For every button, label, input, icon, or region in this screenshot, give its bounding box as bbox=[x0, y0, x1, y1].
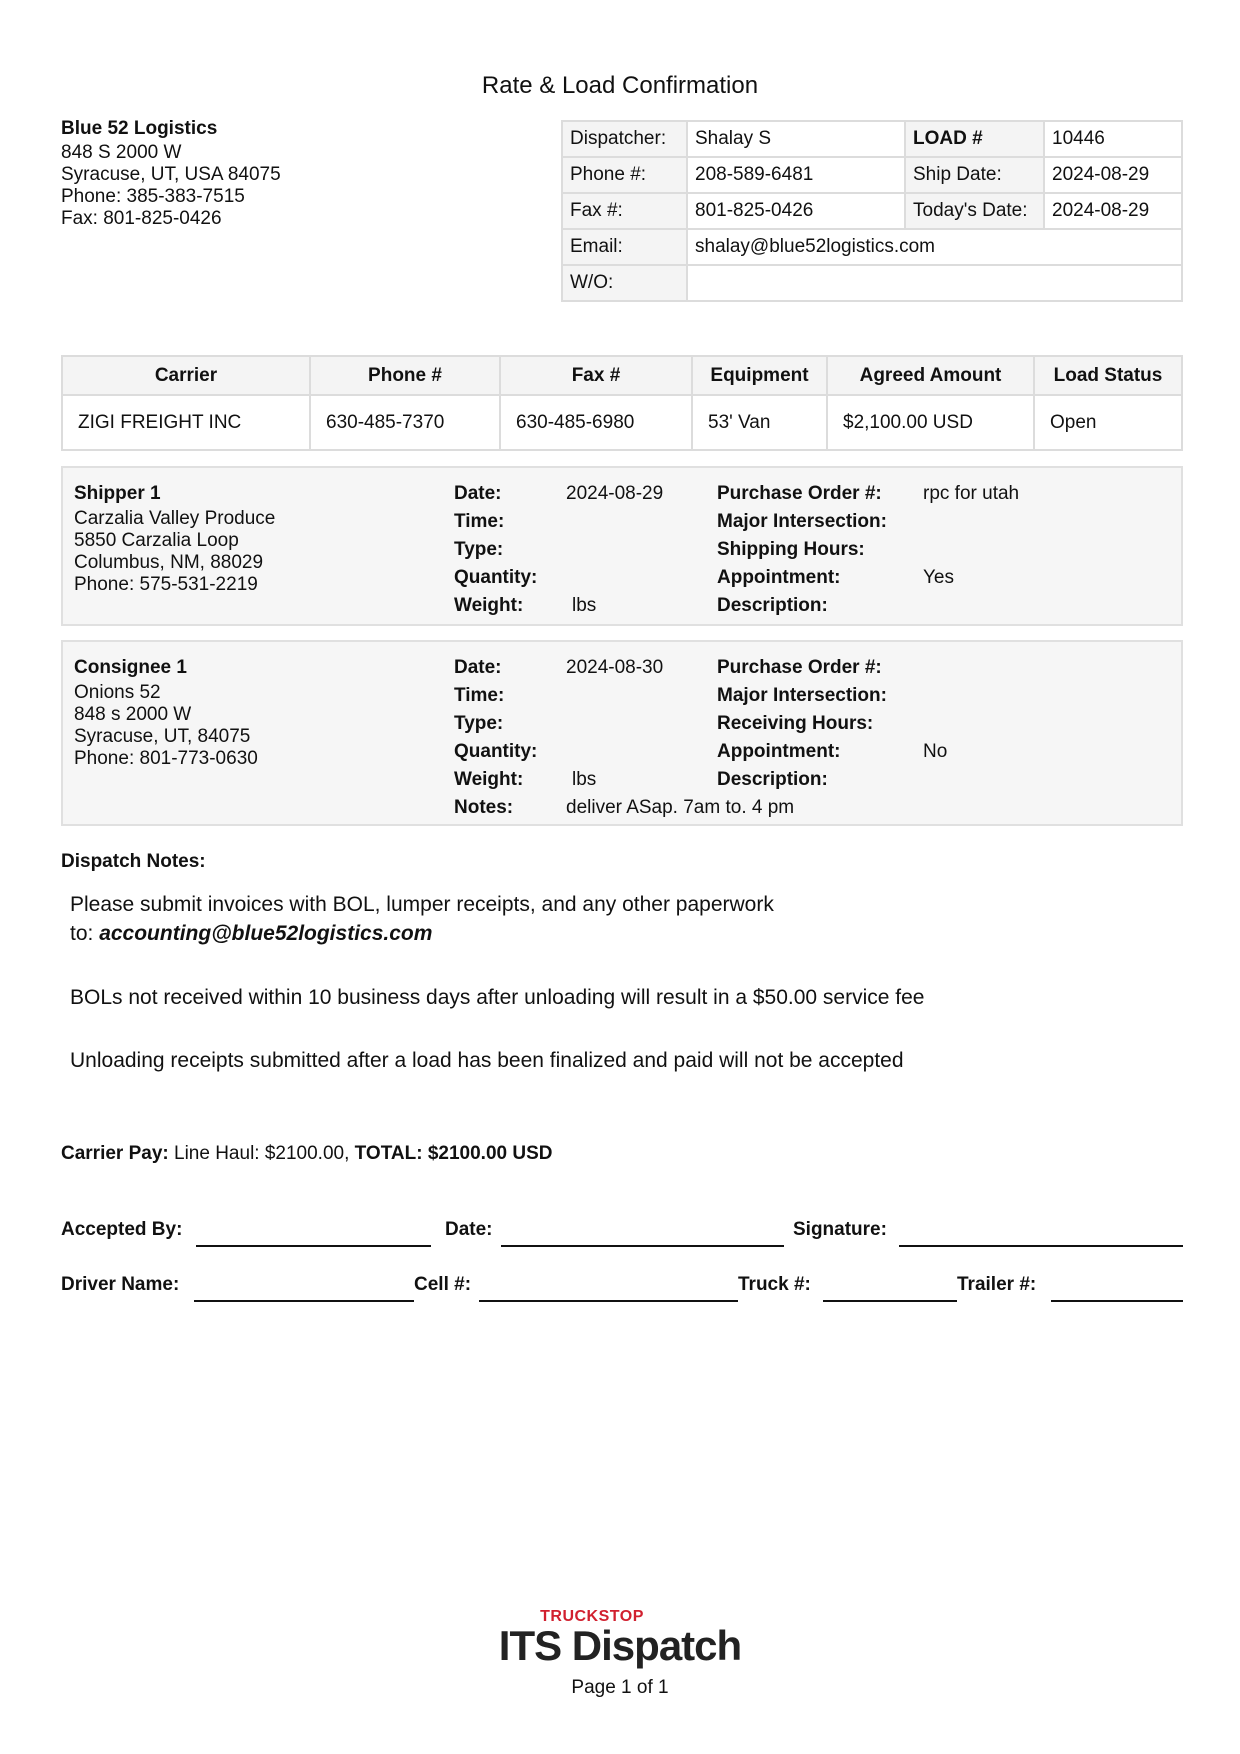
page-number: Page 1 of 1 bbox=[571, 1677, 669, 1698]
phone-value: 208-589-6481 bbox=[687, 157, 905, 193]
its-dispatch-logo bbox=[0, 1608, 1240, 1669]
carrier-fax-header: Fax # bbox=[500, 356, 692, 395]
shipper-quantity-label: Quantity: bbox=[454, 567, 538, 588]
email-value: shalay@blue52logistics.com bbox=[687, 229, 1182, 265]
carrier-table-header bbox=[62, 356, 1182, 395]
shipper-description-label: Description: bbox=[717, 595, 828, 616]
consignee-quantity-label: Quantity: bbox=[454, 741, 538, 762]
company-fax: Fax: 801-825-0426 bbox=[61, 208, 222, 229]
carrier-pay-label: Carrier Pay: bbox=[61, 1143, 169, 1164]
truckstop-wordmark: TRUCKSTOP bbox=[540, 1608, 644, 1625]
equipment-cell: 53' Van bbox=[692, 395, 827, 450]
dispatch-note-line3: BOLs not received within 10 business days after unloading will result in a $50.00 service fee bbox=[70, 986, 925, 1009]
work-order-label: W/O: bbox=[562, 265, 687, 301]
dispatch-notes-title: Dispatch Notes: bbox=[61, 851, 206, 872]
shipper-panel bbox=[61, 466, 1183, 626]
cell-label: Cell #: bbox=[414, 1274, 472, 1295]
carrier-name-cell: ZIGI FREIGHT INC bbox=[62, 395, 310, 450]
dispatch-note-to: to: bbox=[70, 922, 100, 945]
shipper-values-left bbox=[566, 480, 663, 620]
document-title: Rate & Load Confirmation bbox=[481, 72, 759, 99]
consignee-date-label: Date: bbox=[454, 657, 502, 678]
dispatcher-label: Dispatcher: bbox=[562, 121, 687, 157]
truck-line bbox=[823, 1300, 957, 1302]
consignee-values-right bbox=[923, 654, 947, 766]
table-row bbox=[62, 395, 1182, 450]
email-label: Email: bbox=[562, 229, 687, 265]
shipper-address-line1: 5850 Carzalia Loop bbox=[74, 530, 239, 551]
shipper-intersection-label: Major Intersection: bbox=[717, 511, 887, 532]
phone-label: Phone #: bbox=[562, 157, 687, 193]
consignee-title: Consignee 1 bbox=[74, 657, 187, 678]
consignee-time-label: Time: bbox=[454, 685, 505, 706]
shipper-address-block bbox=[74, 480, 275, 596]
shipper-labels-left bbox=[454, 480, 537, 620]
agreed-amount-header: Agreed Amount bbox=[827, 356, 1034, 395]
dispatcher-value: Shalay S bbox=[687, 121, 905, 157]
load-number-label: LOAD # bbox=[905, 121, 1044, 157]
accept-date-line bbox=[501, 1245, 784, 1247]
dispatch-note-line1: Please submit invoices with BOL, lumper receipts, and any other paperwork bbox=[70, 893, 774, 916]
shipper-appointment-label: Appointment: bbox=[717, 567, 841, 588]
consignee-address-line2: Syracuse, UT, 84075 bbox=[74, 726, 251, 747]
load-status-cell: Open bbox=[1034, 395, 1182, 450]
carrier-phone-cell: 630-485-7370 bbox=[310, 395, 500, 450]
company-phone: Phone: 385-383-7515 bbox=[61, 186, 245, 207]
acceptance-row bbox=[61, 1219, 1183, 1249]
consignee-weight-value: lbs bbox=[572, 769, 597, 790]
shipper-name: Carzalia Valley Produce bbox=[74, 508, 276, 529]
trailer-label: Trailer #: bbox=[957, 1274, 1037, 1295]
signature-label: Signature: bbox=[793, 1219, 887, 1240]
shipper-labels-right bbox=[717, 480, 887, 620]
shipper-time-label: Time: bbox=[454, 511, 505, 532]
shipper-date-label: Date: bbox=[454, 483, 502, 504]
ship-date-label: Ship Date: bbox=[905, 157, 1044, 193]
consignee-panel bbox=[61, 640, 1183, 826]
accepted-by-label: Accepted By: bbox=[61, 1219, 183, 1240]
shipper-weight-label: Weight: bbox=[454, 595, 524, 616]
dispatch-info-table bbox=[561, 120, 1183, 302]
dispatch-note-line2 bbox=[70, 922, 432, 946]
fax-label: Fax #: bbox=[562, 193, 687, 229]
consignee-address-block bbox=[74, 654, 258, 770]
driver-row bbox=[61, 1274, 1183, 1304]
consignee-appointment-label: Appointment: bbox=[717, 741, 841, 762]
consignee-weight-label: Weight: bbox=[454, 769, 524, 790]
work-order-value bbox=[687, 265, 1182, 301]
shipper-title: Shipper 1 bbox=[74, 483, 161, 504]
load-status-header: Load Status bbox=[1034, 356, 1182, 395]
consignee-description-label: Description: bbox=[717, 769, 828, 790]
driver-name-label: Driver Name: bbox=[61, 1274, 180, 1295]
dispatch-note-line4: Unloading receipts submitted after a load has been finalized and paid will not be accepted bbox=[70, 1049, 904, 1072]
carrier-fax-cell: 630-485-6980 bbox=[500, 395, 692, 450]
agreed-amount-cell: $2,100.00 USD bbox=[827, 395, 1034, 450]
accepted-by-line bbox=[196, 1245, 431, 1247]
consignee-phone: Phone: 801-773-0630 bbox=[74, 748, 258, 769]
driver-name-line bbox=[194, 1300, 414, 1302]
consignee-notes-value: deliver ASap. 7am to. 4 pm bbox=[566, 797, 795, 818]
fax-value: 801-825-0426 bbox=[687, 193, 905, 229]
shipper-type-label: Type: bbox=[454, 539, 504, 560]
carrier-phone-header: Phone # bbox=[310, 356, 500, 395]
accounting-email: accounting@blue52logistics.com bbox=[99, 922, 433, 945]
consignee-address-line1: 848 s 2000 W bbox=[74, 704, 192, 725]
equipment-header: Equipment bbox=[692, 356, 827, 395]
trailer-line bbox=[1051, 1300, 1183, 1302]
carrier-pay bbox=[61, 1143, 552, 1165]
consignee-date-value: 2024-08-30 bbox=[566, 657, 664, 678]
truck-label: Truck #: bbox=[738, 1274, 811, 1295]
load-number-value: 10446 bbox=[1044, 121, 1182, 157]
shipper-po-label: Purchase Order #: bbox=[717, 483, 882, 504]
consignee-labels-right bbox=[717, 654, 887, 794]
consignee-labels-left bbox=[454, 654, 537, 822]
company-name: Blue 52 Logistics bbox=[61, 118, 218, 139]
shipper-date-value: 2024-08-29 bbox=[566, 483, 664, 504]
ship-date-value: 2024-08-29 bbox=[1044, 157, 1182, 193]
shipper-appointment-value: Yes bbox=[923, 567, 954, 588]
shipper-hours-label: Shipping Hours: bbox=[717, 539, 865, 560]
todays-date-value: 2024-08-29 bbox=[1044, 193, 1182, 229]
todays-date-label: Today's Date: bbox=[905, 193, 1044, 229]
carrier-table bbox=[61, 355, 1183, 451]
line-haul: Line Haul: $2100.00, bbox=[168, 1143, 355, 1164]
signature-line bbox=[899, 1245, 1183, 1247]
its-dispatch-wordmark: ITS Dispatch bbox=[498, 1622, 742, 1669]
shipper-phone: Phone: 575-531-2219 bbox=[74, 574, 258, 595]
company-address-line1: 848 S 2000 W bbox=[61, 142, 182, 163]
consignee-po-label: Purchase Order #: bbox=[717, 657, 882, 678]
consignee-appointment-value: No bbox=[923, 741, 948, 762]
consignee-type-label: Type: bbox=[454, 713, 504, 734]
cell-line bbox=[479, 1300, 738, 1302]
consignee-notes-label: Notes: bbox=[454, 797, 514, 818]
shipper-po-value: rpc for utah bbox=[923, 483, 1020, 504]
company-block bbox=[61, 118, 281, 230]
shipper-weight-value: lbs bbox=[572, 595, 597, 616]
consignee-intersection-label: Major Intersection: bbox=[717, 685, 887, 706]
carrier-header: Carrier bbox=[62, 356, 310, 395]
company-address-line2: Syracuse, UT, USA 84075 bbox=[61, 164, 281, 185]
carrier-pay-total: TOTAL: $2100.00 USD bbox=[354, 1143, 553, 1164]
shipper-address-line2: Columbus, NM, 88029 bbox=[74, 552, 264, 573]
consignee-name: Onions 52 bbox=[74, 682, 161, 703]
accept-date-label: Date: bbox=[445, 1219, 493, 1240]
shipper-values-right bbox=[923, 480, 1019, 592]
consignee-hours-label: Receiving Hours: bbox=[717, 713, 874, 734]
